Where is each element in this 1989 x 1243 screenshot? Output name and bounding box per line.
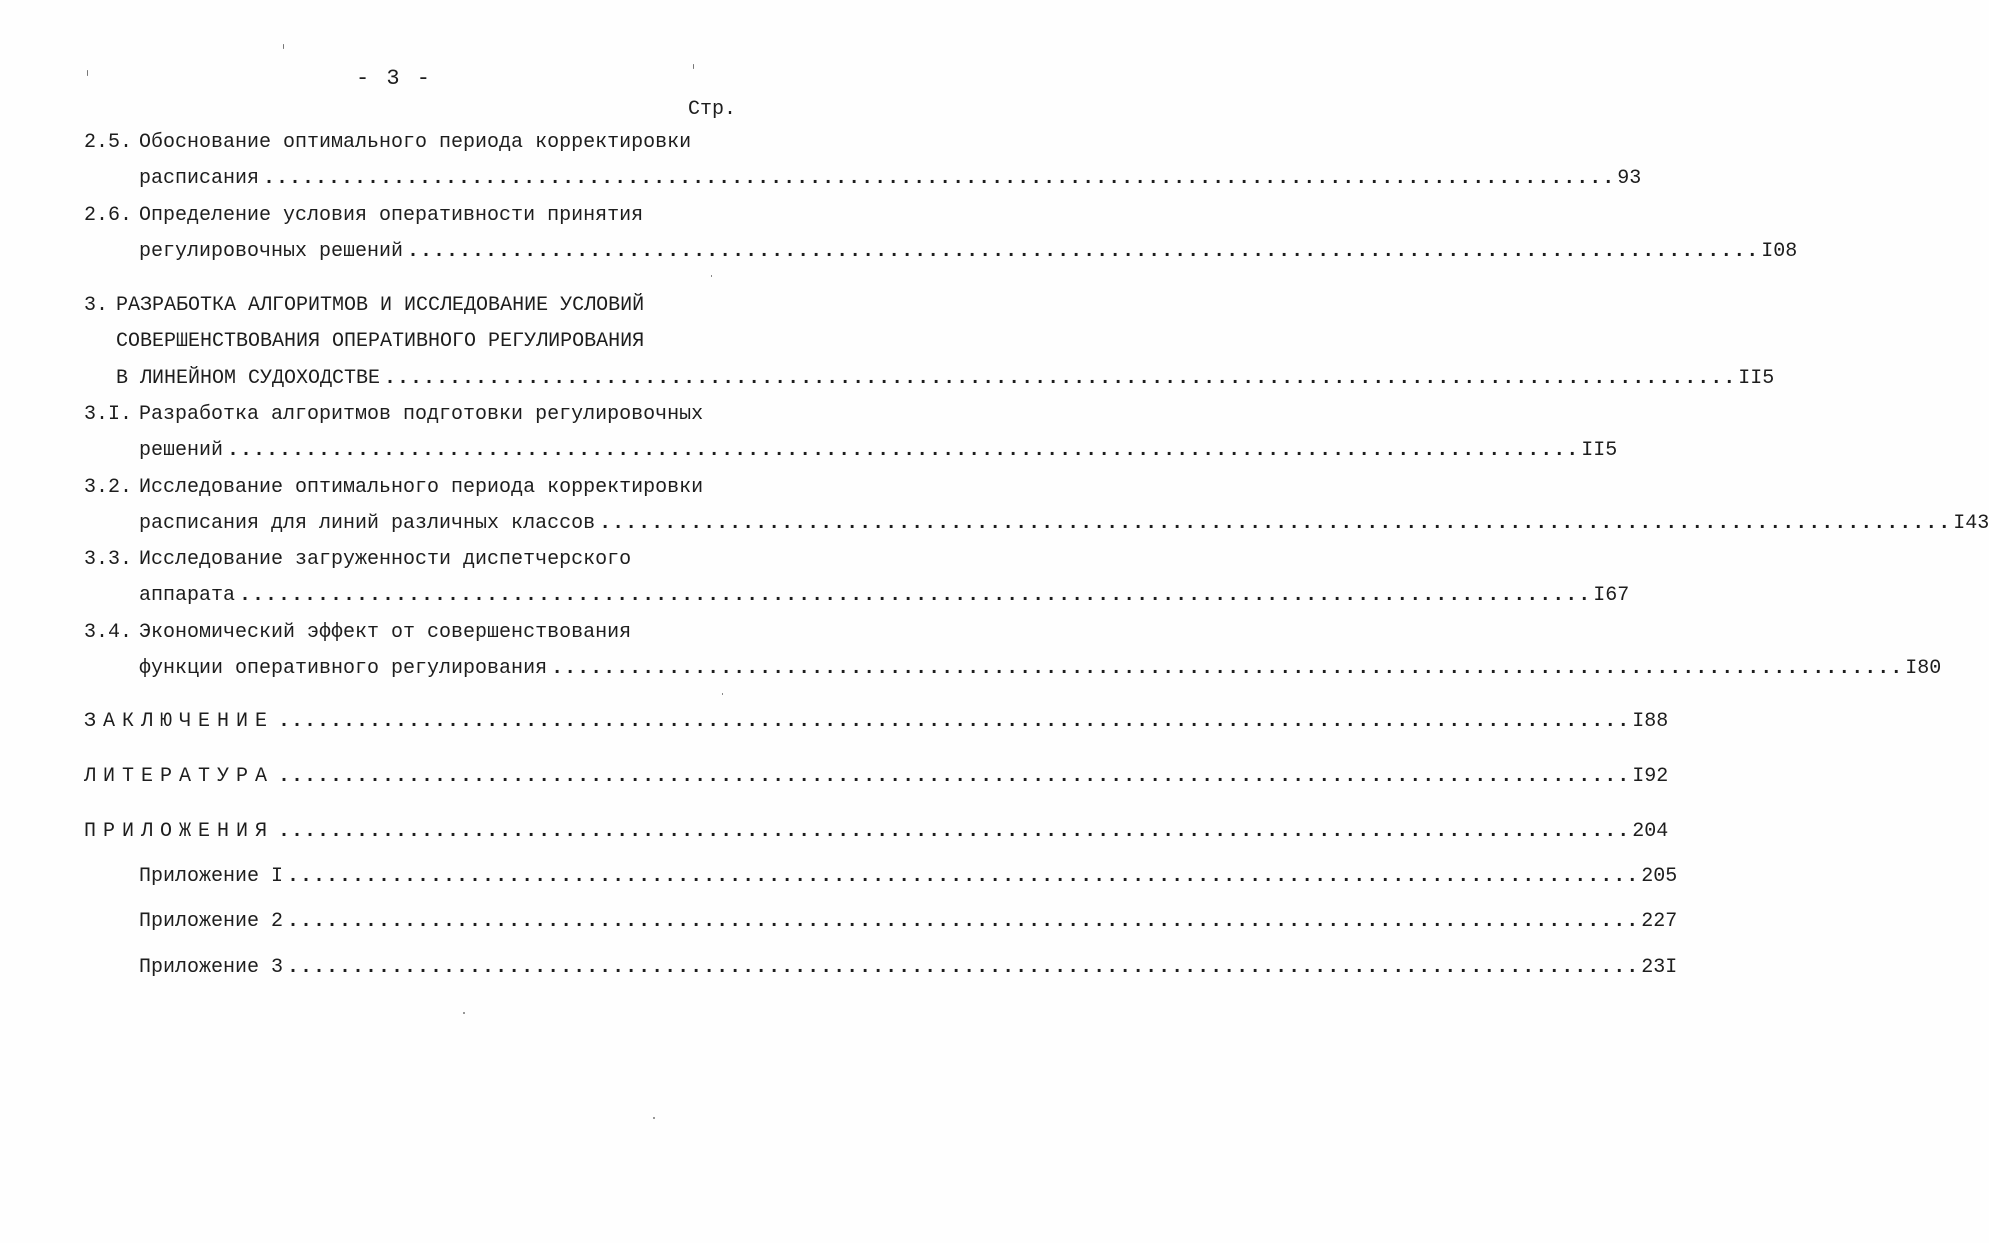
- toc-page-number: II5: [1738, 367, 1775, 390]
- toc-entry-title-cont: регулировочных решений: [139, 240, 407, 263]
- toc-entry-appendix-3: [0, 956, 1678, 984]
- toc-entry-3-3-line-2: [0, 584, 1630, 612]
- toc-entry-title-cont: аппарата: [139, 584, 239, 607]
- toc-entry-3-2-line-2: [0, 512, 1989, 540]
- toc-entry-title: Исследование оптимального периода корректировки: [139, 476, 704, 499]
- toc-entry-number: 3.4.: [84, 621, 133, 644]
- toc-entry-3-1-line-1: [0, 403, 796, 431]
- toc-appendix-title: Приложение I: [139, 865, 287, 888]
- dot-leader: ........................................................................................................: [263, 167, 1616, 190]
- toc-page-number: 205: [1641, 865, 1678, 888]
- toc-entry-number: 3.: [84, 294, 109, 317]
- toc-entry-title: Исследование загруженности диспетчерского: [139, 548, 632, 571]
- toc-leader-row: [139, 657, 1942, 685]
- toc-entry-title: Экономический эффект от совершенствования: [139, 621, 632, 644]
- toc-entry-number: 3.3.: [84, 548, 133, 571]
- dot-leader: ........................................................................................................: [287, 910, 1640, 933]
- toc-page-number: 227: [1641, 910, 1678, 933]
- page-number: - 3 -: [356, 66, 433, 91]
- toc-entry-title-cont: расписания для линий различных классов: [139, 512, 599, 535]
- toc-leader-row: [139, 240, 1798, 268]
- toc-entry-2-6-line-2: [0, 240, 1798, 268]
- toc-entry-title: Обоснование оптимального периода корректировки: [139, 131, 692, 154]
- toc-entry-2-5-line-1: [0, 131, 796, 159]
- toc-entry-2-6-line-1: [0, 204, 796, 232]
- dot-leader: ........................................................................................................: [407, 240, 1760, 263]
- toc-entry-number: 2.6.: [84, 204, 133, 227]
- toc-entry-title-cont: расписания: [139, 167, 263, 190]
- dot-leader: ........................................................................................................: [287, 956, 1640, 979]
- dot-leader: ........................................................................................................: [239, 584, 1592, 607]
- toc-page-number: I92: [1632, 765, 1669, 788]
- toc-page-number: 93: [1617, 167, 1642, 190]
- toc-page-number: I80: [1905, 657, 1942, 680]
- toc-entry-title-cont: решений: [139, 439, 227, 462]
- toc-page-number: I08: [1761, 240, 1798, 263]
- toc-entry-3-4-line-1: [0, 621, 796, 649]
- dot-leader: ........................................................................................................: [278, 710, 1631, 733]
- dot-leader: ........................................................................................................: [384, 367, 1737, 390]
- toc-entry-title: Разработка алгоритмов подготовки регулировочных: [139, 403, 704, 426]
- toc-leader-row: [139, 512, 1989, 540]
- scan-speck: [722, 693, 723, 695]
- scan-speck: [283, 44, 284, 49]
- toc-entry-3-line-1: [0, 294, 796, 322]
- toc-entry-appendix-1: [0, 865, 1678, 893]
- toc-section-title: ЛИТЕРАТУРА: [84, 765, 278, 788]
- toc-leader-row: [116, 367, 1775, 395]
- toc-entry-3-line-3: [0, 367, 1775, 395]
- toc-entry-number: 2.5.: [84, 131, 133, 154]
- toc-page-number: I88: [1632, 710, 1669, 733]
- toc-page-number: 204: [1632, 820, 1669, 843]
- toc-section-title: ЗАКЛЮЧЕНИЕ: [84, 710, 278, 733]
- toc-leader-row: [139, 910, 1678, 938]
- toc-page-number: 23I: [1641, 956, 1678, 979]
- toc-entry-3-4-line-2: [0, 657, 1942, 685]
- toc-chapter-title-cont: В ЛИНЕЙНОМ СУДОХОДСТВЕ: [116, 367, 384, 390]
- toc-entry-literature: [0, 765, 1669, 793]
- dot-leader: ........................................................................................................: [278, 765, 1631, 788]
- dot-leader: ........................................................................................................: [551, 657, 1904, 680]
- page-column-label: Стр.: [688, 98, 737, 121]
- toc-entry-conclusion: [0, 710, 1669, 738]
- dot-leader: ........................................................................................................: [227, 439, 1580, 462]
- toc-appendix-title: Приложение 3: [139, 956, 287, 979]
- toc-entry-3-2-line-1: [0, 476, 796, 504]
- toc-leader-row: [84, 820, 1669, 848]
- toc-page-number: I43: [1953, 512, 1989, 535]
- toc-chapter-title-cont: СОВЕРШЕНСТВОВАНИЯ ОПЕРАТИВНОГО РЕГУЛИРОВАНИЯ: [116, 330, 645, 353]
- toc-entry-title-cont: функции оперативного регулирования: [139, 657, 551, 680]
- toc-leader-row: [139, 956, 1678, 984]
- toc-entry-appendices: [0, 820, 1669, 848]
- dot-leader: ........................................................................................................: [599, 512, 1952, 535]
- dot-leader: ........................................................................................................: [278, 820, 1631, 843]
- toc-page-number: II5: [1581, 439, 1618, 462]
- toc-leader-row: [139, 584, 1630, 612]
- scan-speck: [463, 1012, 465, 1014]
- toc-leader-row: [84, 710, 1669, 738]
- toc-entry-number: 3.I.: [84, 403, 133, 426]
- toc-page-number: I67: [1593, 584, 1630, 607]
- toc-chapter-title: РАЗРАБОТКА АЛГОРИТМОВ И ИССЛЕДОВАНИЕ УСЛОВИЙ: [116, 294, 645, 317]
- toc-entry-2-5-line-2: [0, 167, 1642, 195]
- dot-leader: ........................................................................................................: [287, 865, 1640, 888]
- toc-entry-number: 3.2.: [84, 476, 133, 499]
- scan-speck: [693, 64, 694, 69]
- scan-speck: [711, 275, 712, 277]
- toc-section-title: ПРИЛОЖЕНИЯ: [84, 820, 278, 843]
- toc-entry-3-line-2: [0, 330, 796, 358]
- toc-entry-title: Определение условия оперативности принятия: [139, 204, 644, 227]
- toc-entry-3-1-line-2: [0, 439, 1618, 467]
- toc-appendix-title: Приложение 2: [139, 910, 287, 933]
- toc-entry-appendix-2: [0, 910, 1678, 938]
- scan-speck: [653, 1117, 655, 1119]
- toc-entry-3-3-line-1: [0, 548, 796, 576]
- toc-leader-row: [139, 865, 1678, 893]
- toc-leader-row: [139, 439, 1618, 467]
- scan-speck: [87, 70, 88, 76]
- toc-leader-row: [139, 167, 1642, 195]
- toc-leader-row: [84, 765, 1669, 793]
